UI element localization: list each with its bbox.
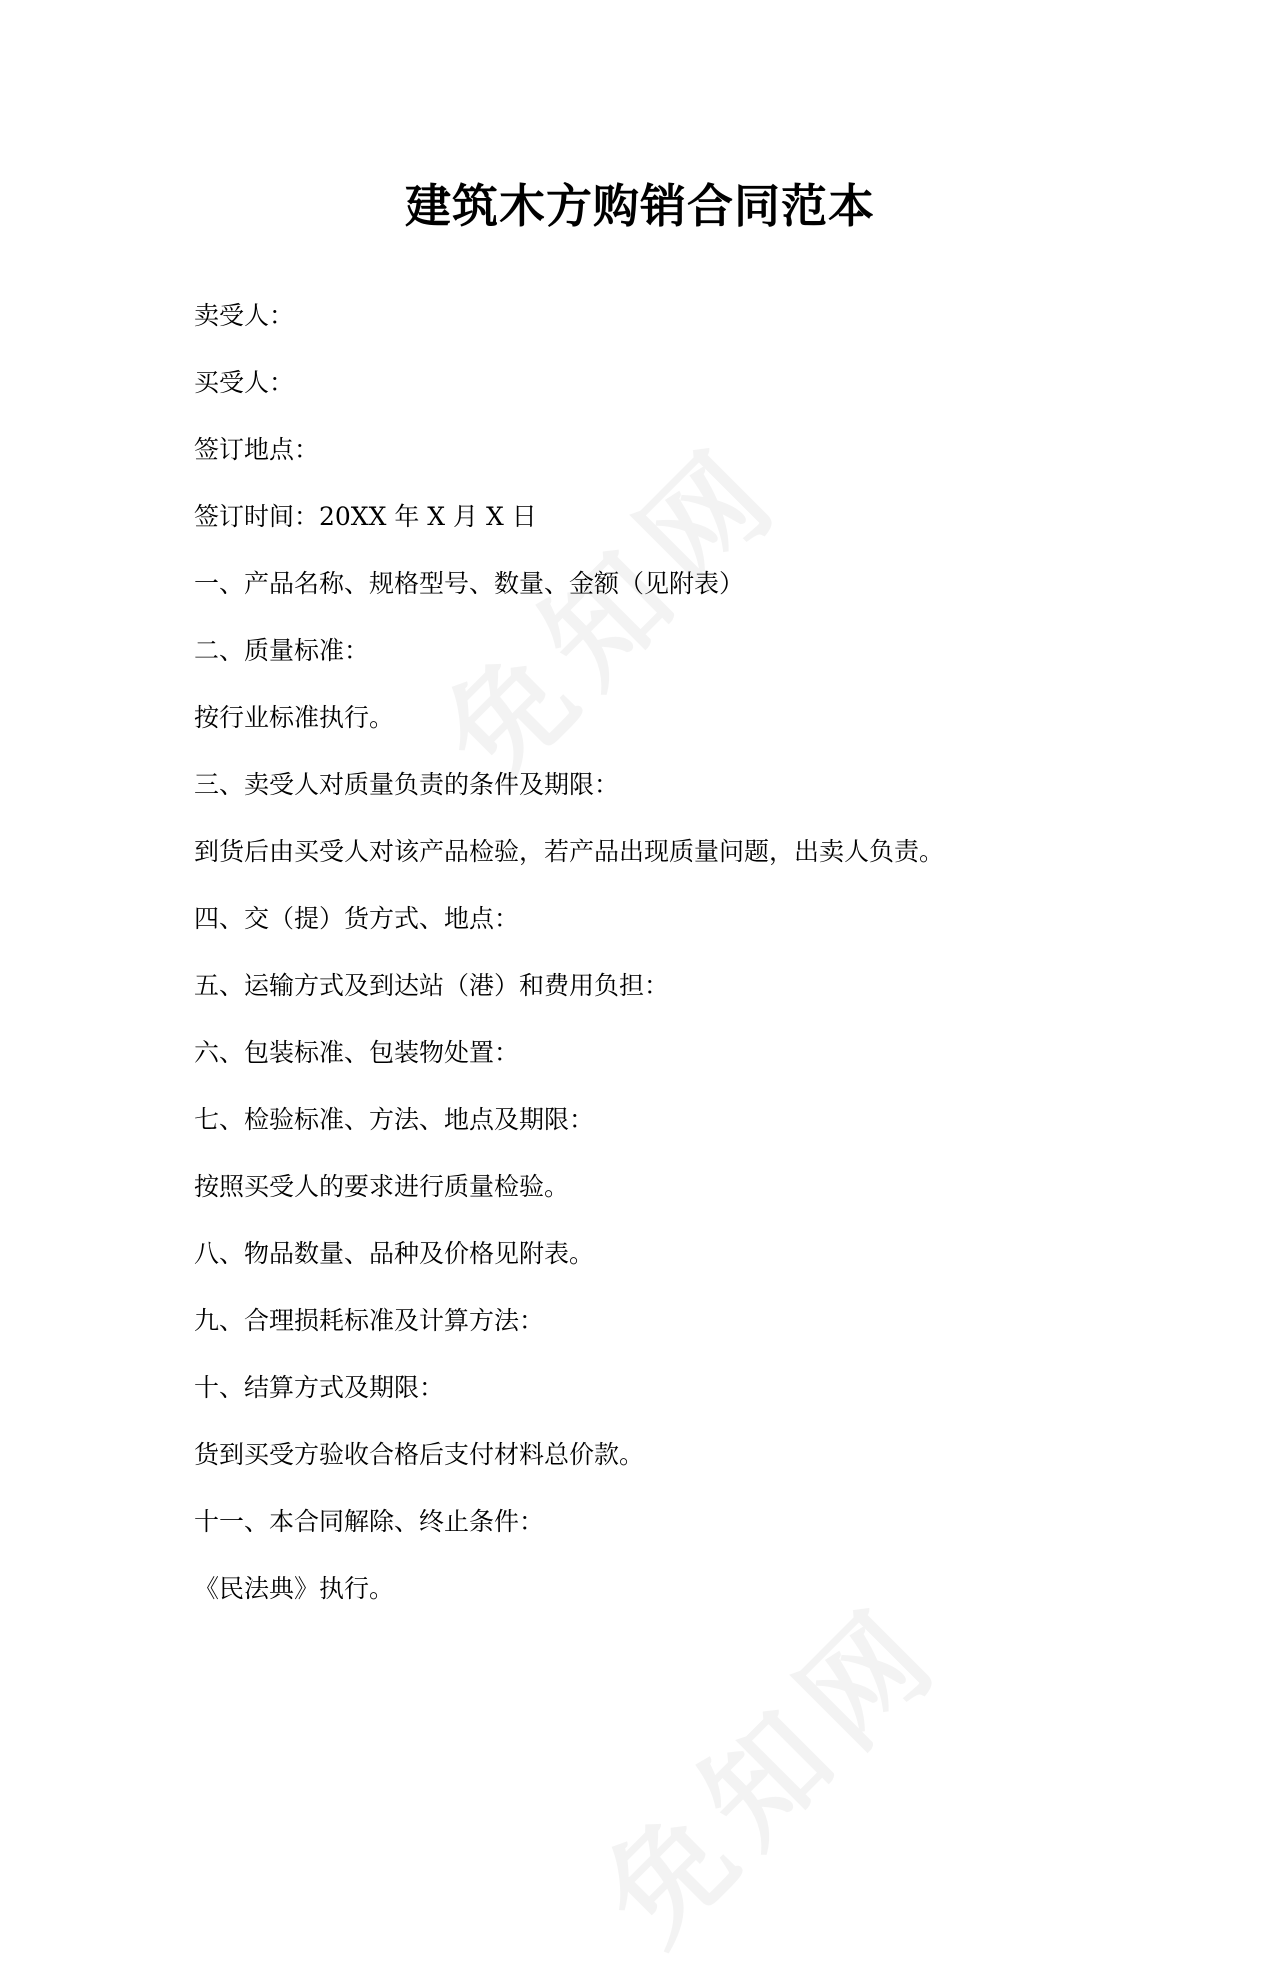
document-title: 建筑木方购销合同范本 [405, 179, 875, 233]
clause-11-heading: 十一、本合同解除、终止条件： [194, 1507, 545, 1536]
signing-place-line: 签订地点： [194, 435, 320, 464]
seller-line: 卖受人： [194, 301, 295, 330]
clause-9-heading: 九、合理损耗标准及计算方法： [194, 1306, 545, 1335]
clause-10-text: 货到买受方验收合格后支付材料总价款。 [194, 1440, 645, 1469]
clause-1-heading: 一、产品名称、规格型号、数量、金额（见附表） [194, 569, 745, 598]
clause-7-heading: 七、检验标准、方法、地点及期限： [194, 1105, 595, 1134]
signing-date-line: 签订时间：20XX 年 X 月 X 日 [194, 502, 537, 531]
clause-2-text: 按行业标准执行。 [194, 703, 395, 732]
clause-2-heading: 二、质量标准： [194, 636, 370, 665]
clause-8-heading: 八、物品数量、品种及价格见附表。 [194, 1239, 595, 1268]
clause-6-heading: 六、包装标准、包装物处置： [194, 1038, 520, 1067]
buyer-line: 买受人： [194, 368, 295, 397]
contract-body [194, 294, 1094, 1634]
clause-11-text: 《民法典》执行。 [194, 1574, 395, 1603]
clause-4-heading: 四、交（提）货方式、地点： [194, 904, 520, 933]
clause-3-text: 到货后由买受人对该产品检验，若产品出现质量问题，出卖人负责。 [194, 837, 945, 866]
clause-5-heading: 五、运输方式及到达站（港）和费用负担： [194, 971, 670, 1000]
clause-7-text: 按照买受人的要求进行质量检验。 [194, 1172, 570, 1201]
clause-3-heading: 三、卖受人对质量负责的条件及期限： [194, 770, 620, 799]
clause-10-heading: 十、结算方式及期限： [194, 1373, 445, 1402]
